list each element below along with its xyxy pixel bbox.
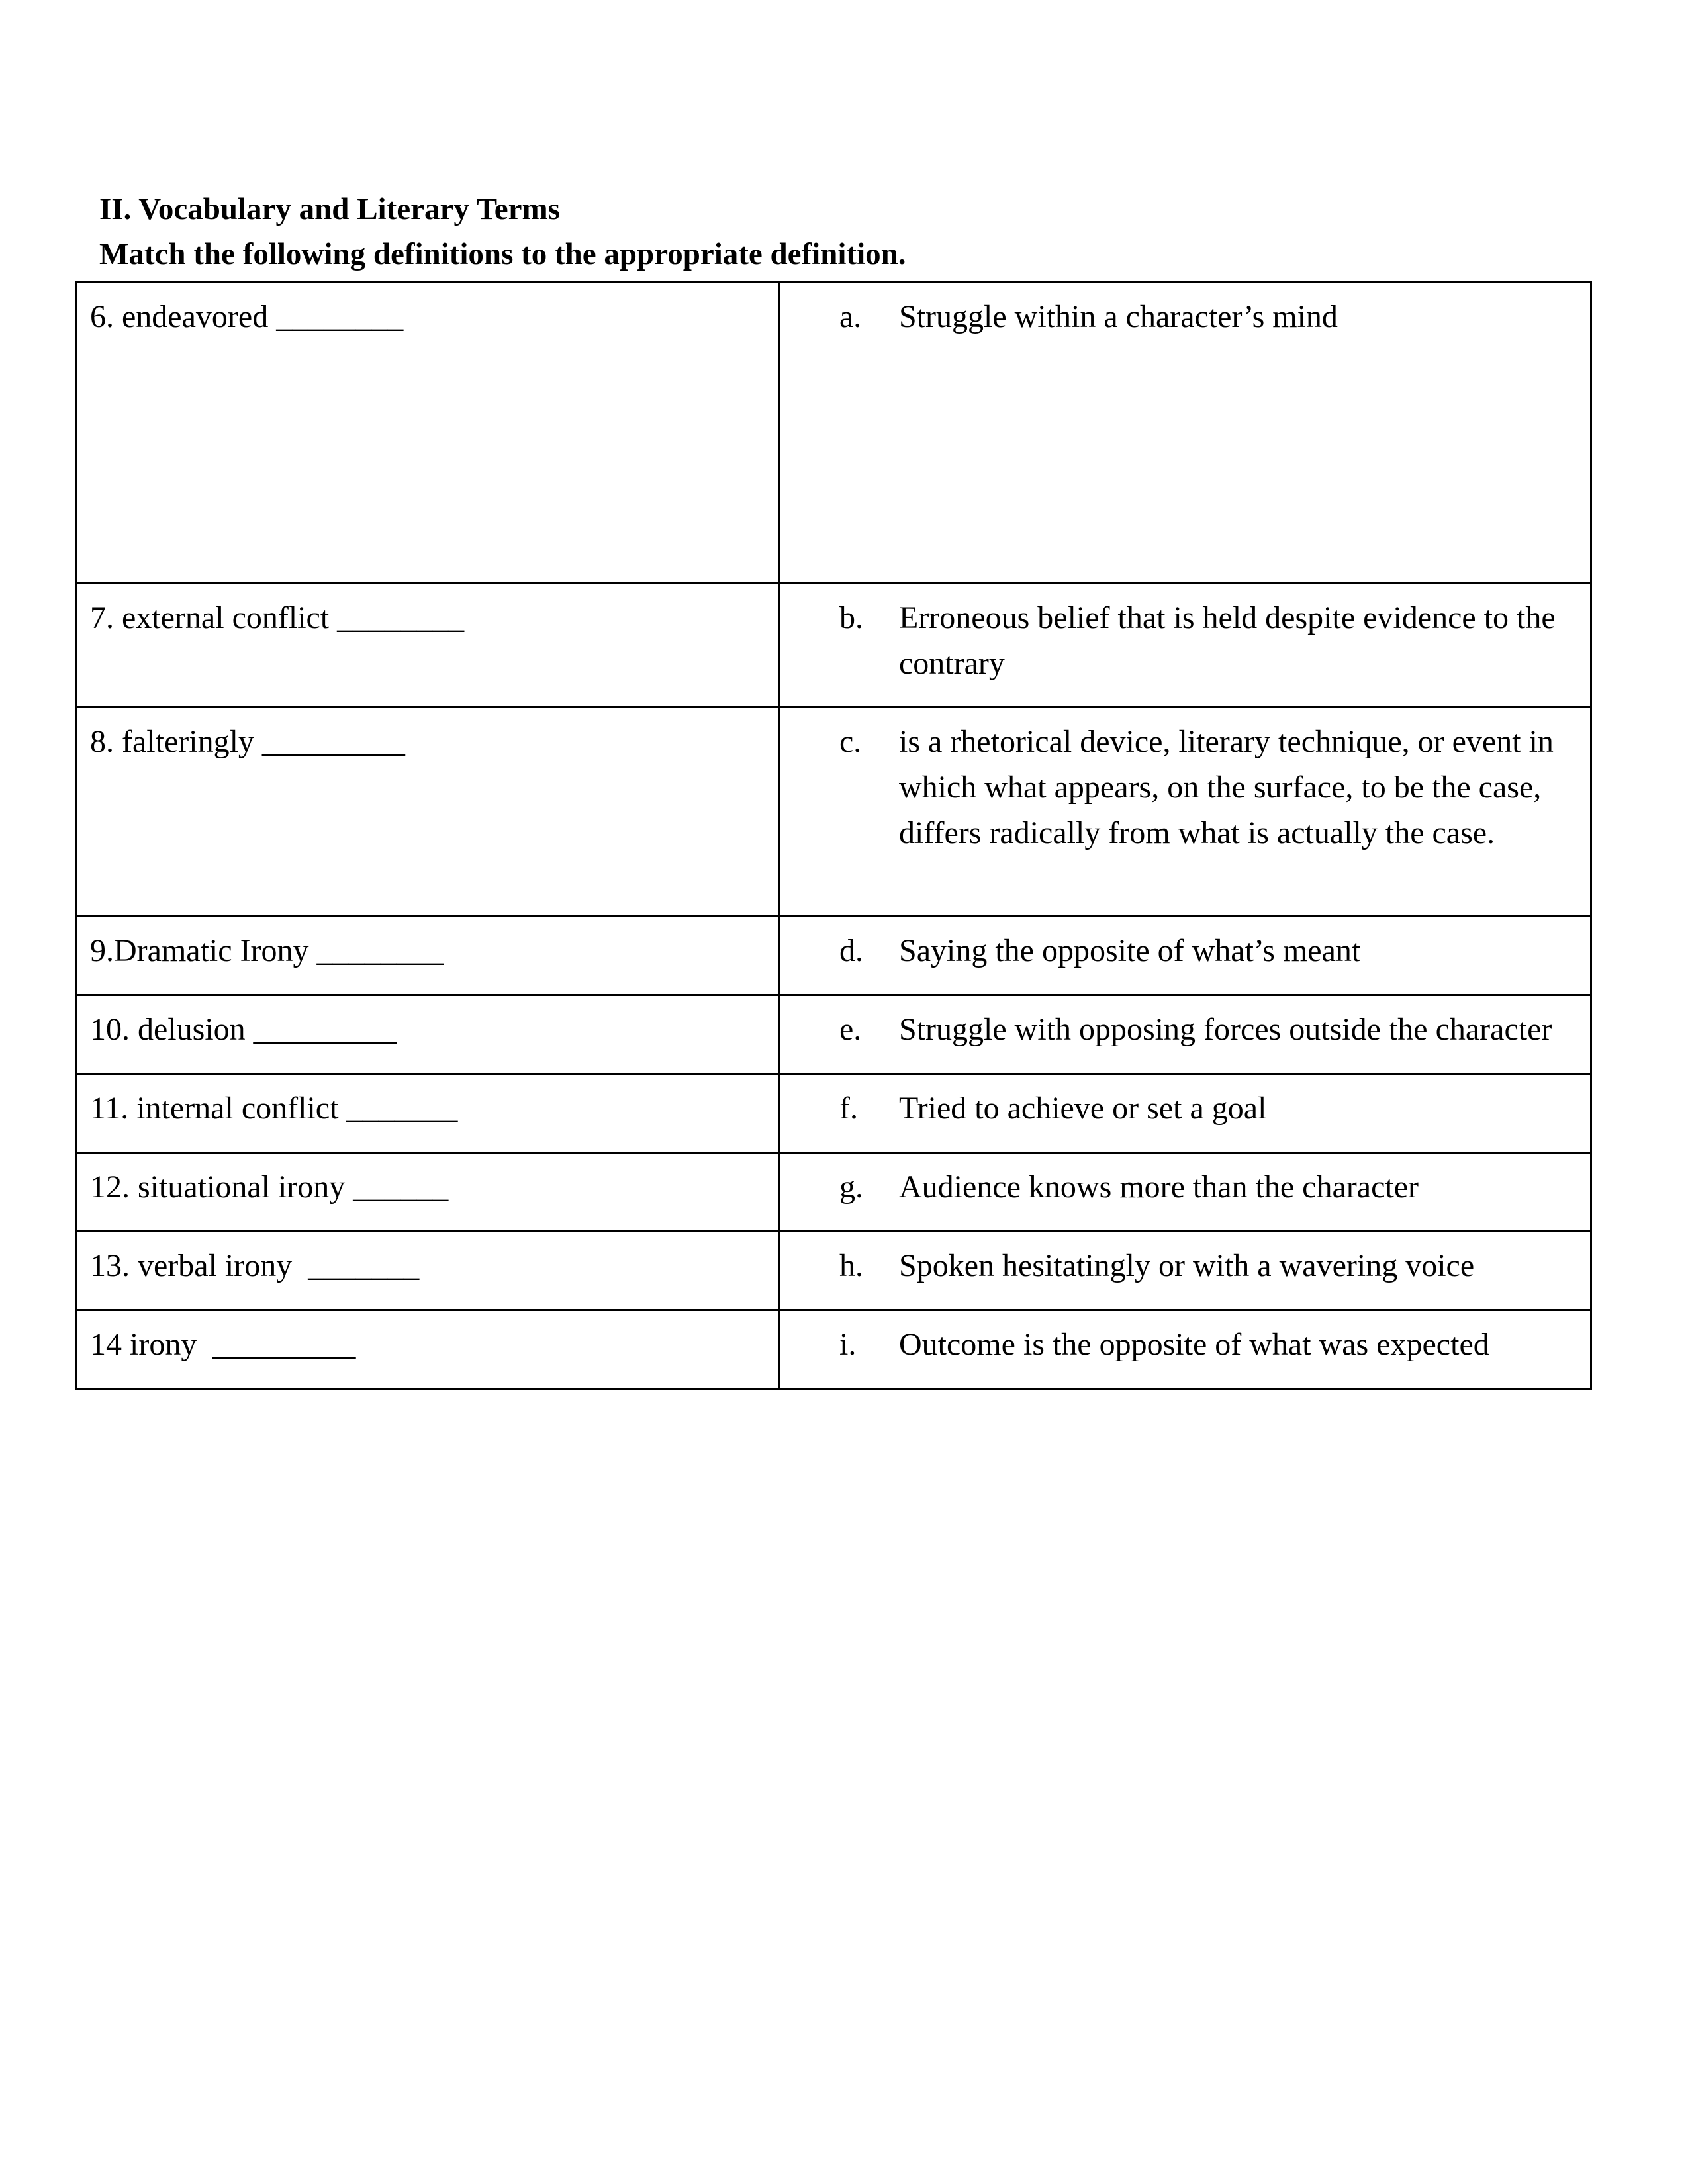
term-text: 13. verbal irony _______ [90,1248,420,1283]
definition-cell [779,1153,1591,1232]
term-cell [76,1153,779,1232]
definition-cell [779,1074,1591,1153]
table-row [76,1310,1591,1389]
definition-cell [779,283,1591,584]
definition-text: Audience knows more than the character [899,1169,1419,1205]
table-row [76,707,1591,917]
definition-cell [779,707,1591,917]
definition-letter: b. [839,600,863,635]
definition-letter: a. [839,299,862,334]
definition-text: Saying the opposite of what’s meant [899,933,1361,968]
definition-text: Outcome is the opposite of what was expected [899,1327,1489,1362]
definition-text: is a rhetorical device, literary technique, or event in which what appears, on the surface, to be the case, differs radically from what is actually the case. [899,724,1554,850]
definition-letter: h. [839,1248,863,1283]
term-text: 9.Dramatic Irony ________ [90,933,444,968]
table-row [76,283,1591,584]
section-heading [99,187,906,277]
term-text: 7. external conflict ________ [90,600,465,635]
section-title: II. Vocabulary and Literary Terms [99,192,560,226]
definition-cell [779,917,1591,995]
definition-cell [779,1310,1591,1389]
term-text: 12. situational irony ______ [90,1169,449,1205]
term-text: 8. falteringly _________ [90,724,405,759]
term-text: 10. delusion _________ [90,1012,397,1047]
term-cell [76,283,779,584]
table-row [76,1074,1591,1153]
table-row [76,1232,1591,1310]
definition-text: Struggle with opposing forces outside the character [899,1012,1552,1047]
table-row [76,917,1591,995]
definition-letter: g. [839,1169,863,1205]
term-cell [76,1074,779,1153]
term-cell [76,917,779,995]
term-cell [76,995,779,1074]
definition-text: Spoken hesitatingly or with a wavering voice [899,1248,1475,1283]
definition-text: Struggle within a character’s mind [899,299,1338,334]
term-text: 6. endeavored ________ [90,299,404,334]
definition-letter: i. [839,1327,857,1362]
definition-cell [779,1232,1591,1310]
definition-text: Erroneous belief that is held despite evidence to the contrary [899,600,1556,681]
matching-table [75,281,1592,1390]
definition-cell [779,584,1591,707]
definition-cell [779,995,1591,1074]
definition-letter: e. [839,1012,862,1047]
term-cell [76,584,779,707]
table-row [76,995,1591,1074]
term-text: 11. internal conflict _______ [90,1091,458,1126]
term-cell [76,1232,779,1310]
definition-letter: d. [839,933,863,968]
table-row [76,1153,1591,1232]
definition-letter: c. [839,724,862,759]
definition-text: Tried to achieve or set a goal [899,1091,1267,1126]
term-cell [76,707,779,917]
term-cell [76,1310,779,1389]
term-text: 14 irony _________ [90,1327,356,1362]
table-row [76,584,1591,707]
definition-letter: f. [839,1091,858,1126]
instructions: Match the following definitions to the appropriate definition. [99,237,906,271]
